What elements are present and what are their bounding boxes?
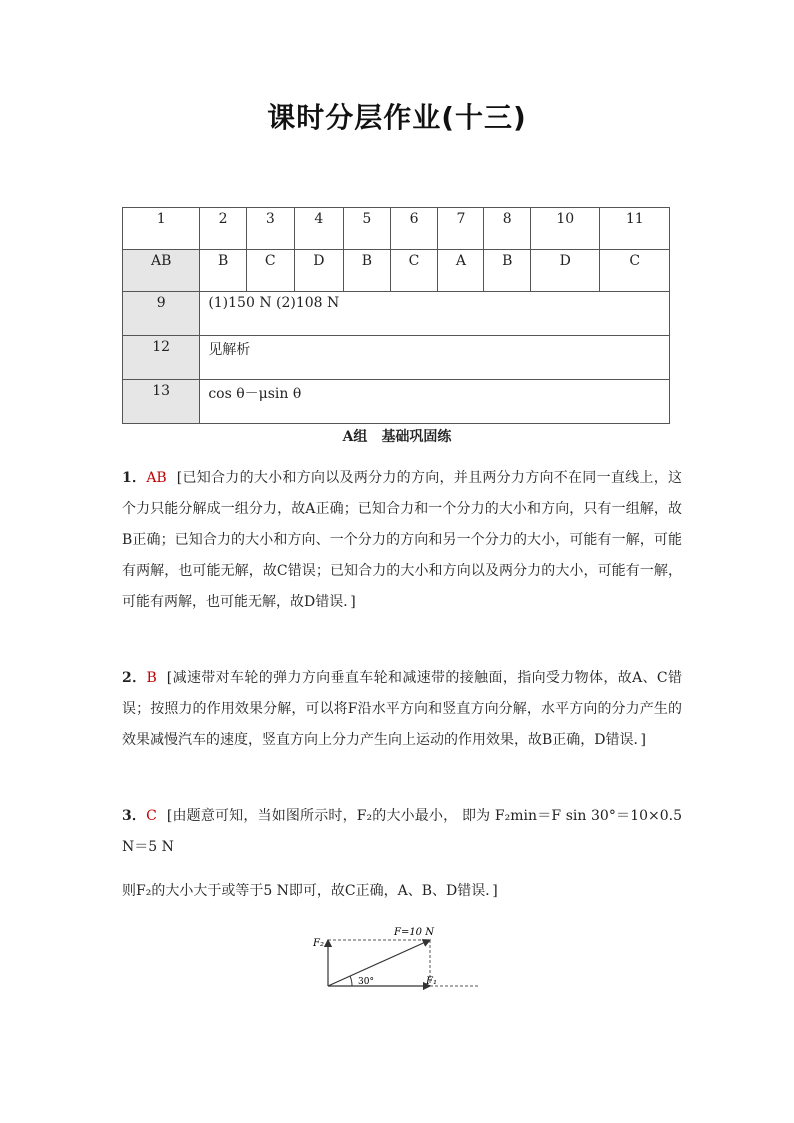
table-cell: 5 <box>344 208 391 250</box>
table-cell: 13 <box>123 380 200 424</box>
answer-key: AB <box>146 470 167 486</box>
table-cell: 3 <box>246 208 294 250</box>
table-cell: 7 <box>438 208 484 250</box>
table-cell: 见解析 <box>200 336 670 380</box>
section-title: 基础巩固练 <box>381 429 452 445</box>
answer-table <box>122 207 670 424</box>
table-cell: 8 <box>484 208 531 250</box>
resultant-force-vector <box>328 940 430 986</box>
table-row <box>123 292 670 336</box>
table-cell: 11 <box>600 208 670 250</box>
solution-3 <box>122 801 682 863</box>
force-label: F=10 N <box>394 927 434 938</box>
table-cell: B <box>200 250 247 292</box>
solution-number: 2． <box>122 670 147 686</box>
solution-text: [减速带对车轮的弹力方向垂直车轮和减速带的接触面，指向受力物体，故A、C错误；按照力的作用效果分解，可以将F沿水平方向和竖直方向分解，水平方向的分力产生的效果减慢汽车的速度，竖直方向上分力产生向上运动的作用效果，故B正确，D错误．] <box>122 670 682 748</box>
table-cell: 4 <box>294 208 343 250</box>
solution-text: 则F₂的大小大于或等于5 N即可，故C正确，A、B、D错误．] <box>122 883 498 899</box>
table-row-answers <box>123 250 670 292</box>
table-cell: A <box>438 250 484 292</box>
table-cell: 12 <box>123 336 200 380</box>
section-heading <box>0 426 794 446</box>
solution-text: [由题意可知，当如图所示时，F₂的大小最小， 即为 F₂min＝F sin 30°＝10×0.5 N＝5 N <box>122 808 683 855</box>
solution-3-conclusion <box>122 876 682 907</box>
table-cell: 6 <box>390 208 438 250</box>
solution-number: 1． <box>122 470 147 486</box>
table-row-numbers <box>123 208 670 250</box>
table-cell: C <box>390 250 438 292</box>
table-cell: B <box>484 250 531 292</box>
table-cell: C <box>600 250 670 292</box>
table-row <box>123 380 670 424</box>
solution-number: 3． <box>122 808 147 824</box>
table-row <box>123 336 670 380</box>
solution-1 <box>122 463 682 618</box>
solution-2 <box>122 663 682 756</box>
table-cell: D <box>531 250 600 292</box>
f2-label: F₂ <box>313 938 324 949</box>
table-cell: C <box>246 250 294 292</box>
table-cell: 2 <box>200 208 247 250</box>
page-title: 课时分层作业(十三) <box>267 101 527 134</box>
table-cell: 10 <box>531 208 600 250</box>
section-label: A组 <box>342 429 368 445</box>
f1-label: F₁ <box>426 976 437 987</box>
answer-key: C <box>146 808 157 824</box>
force-diagram <box>310 922 490 994</box>
table-cell: 9 <box>123 292 200 336</box>
angle-arc <box>350 976 352 986</box>
answer-key: B <box>146 670 157 686</box>
table-cell: cos θ－μsin θ <box>200 380 670 424</box>
table-cell: AB <box>123 250 200 292</box>
table-cell: (1)150 N (2)108 N <box>200 292 670 336</box>
table-cell: 1 <box>123 208 200 250</box>
table-cell: B <box>344 250 391 292</box>
solution-text: [已知合力的大小和方向以及两分力的方向，并且两分力方向不在同一直线上，这个力只能分解成一组分力，故A正确；已知合力和一个分力的大小和方向，只有一组解，故B正确；已知合力的大小和方向、一个分力的方向和另一个分力的大小，可能有一解，可能有两解，也可能无解，故C错误；已知合力的大小和方向以及两分力的大小，可能有一解，可能有两解，也可能无解，故D错误．] <box>122 470 682 610</box>
angle-label: 30° <box>358 977 374 987</box>
table-cell: D <box>294 250 343 292</box>
